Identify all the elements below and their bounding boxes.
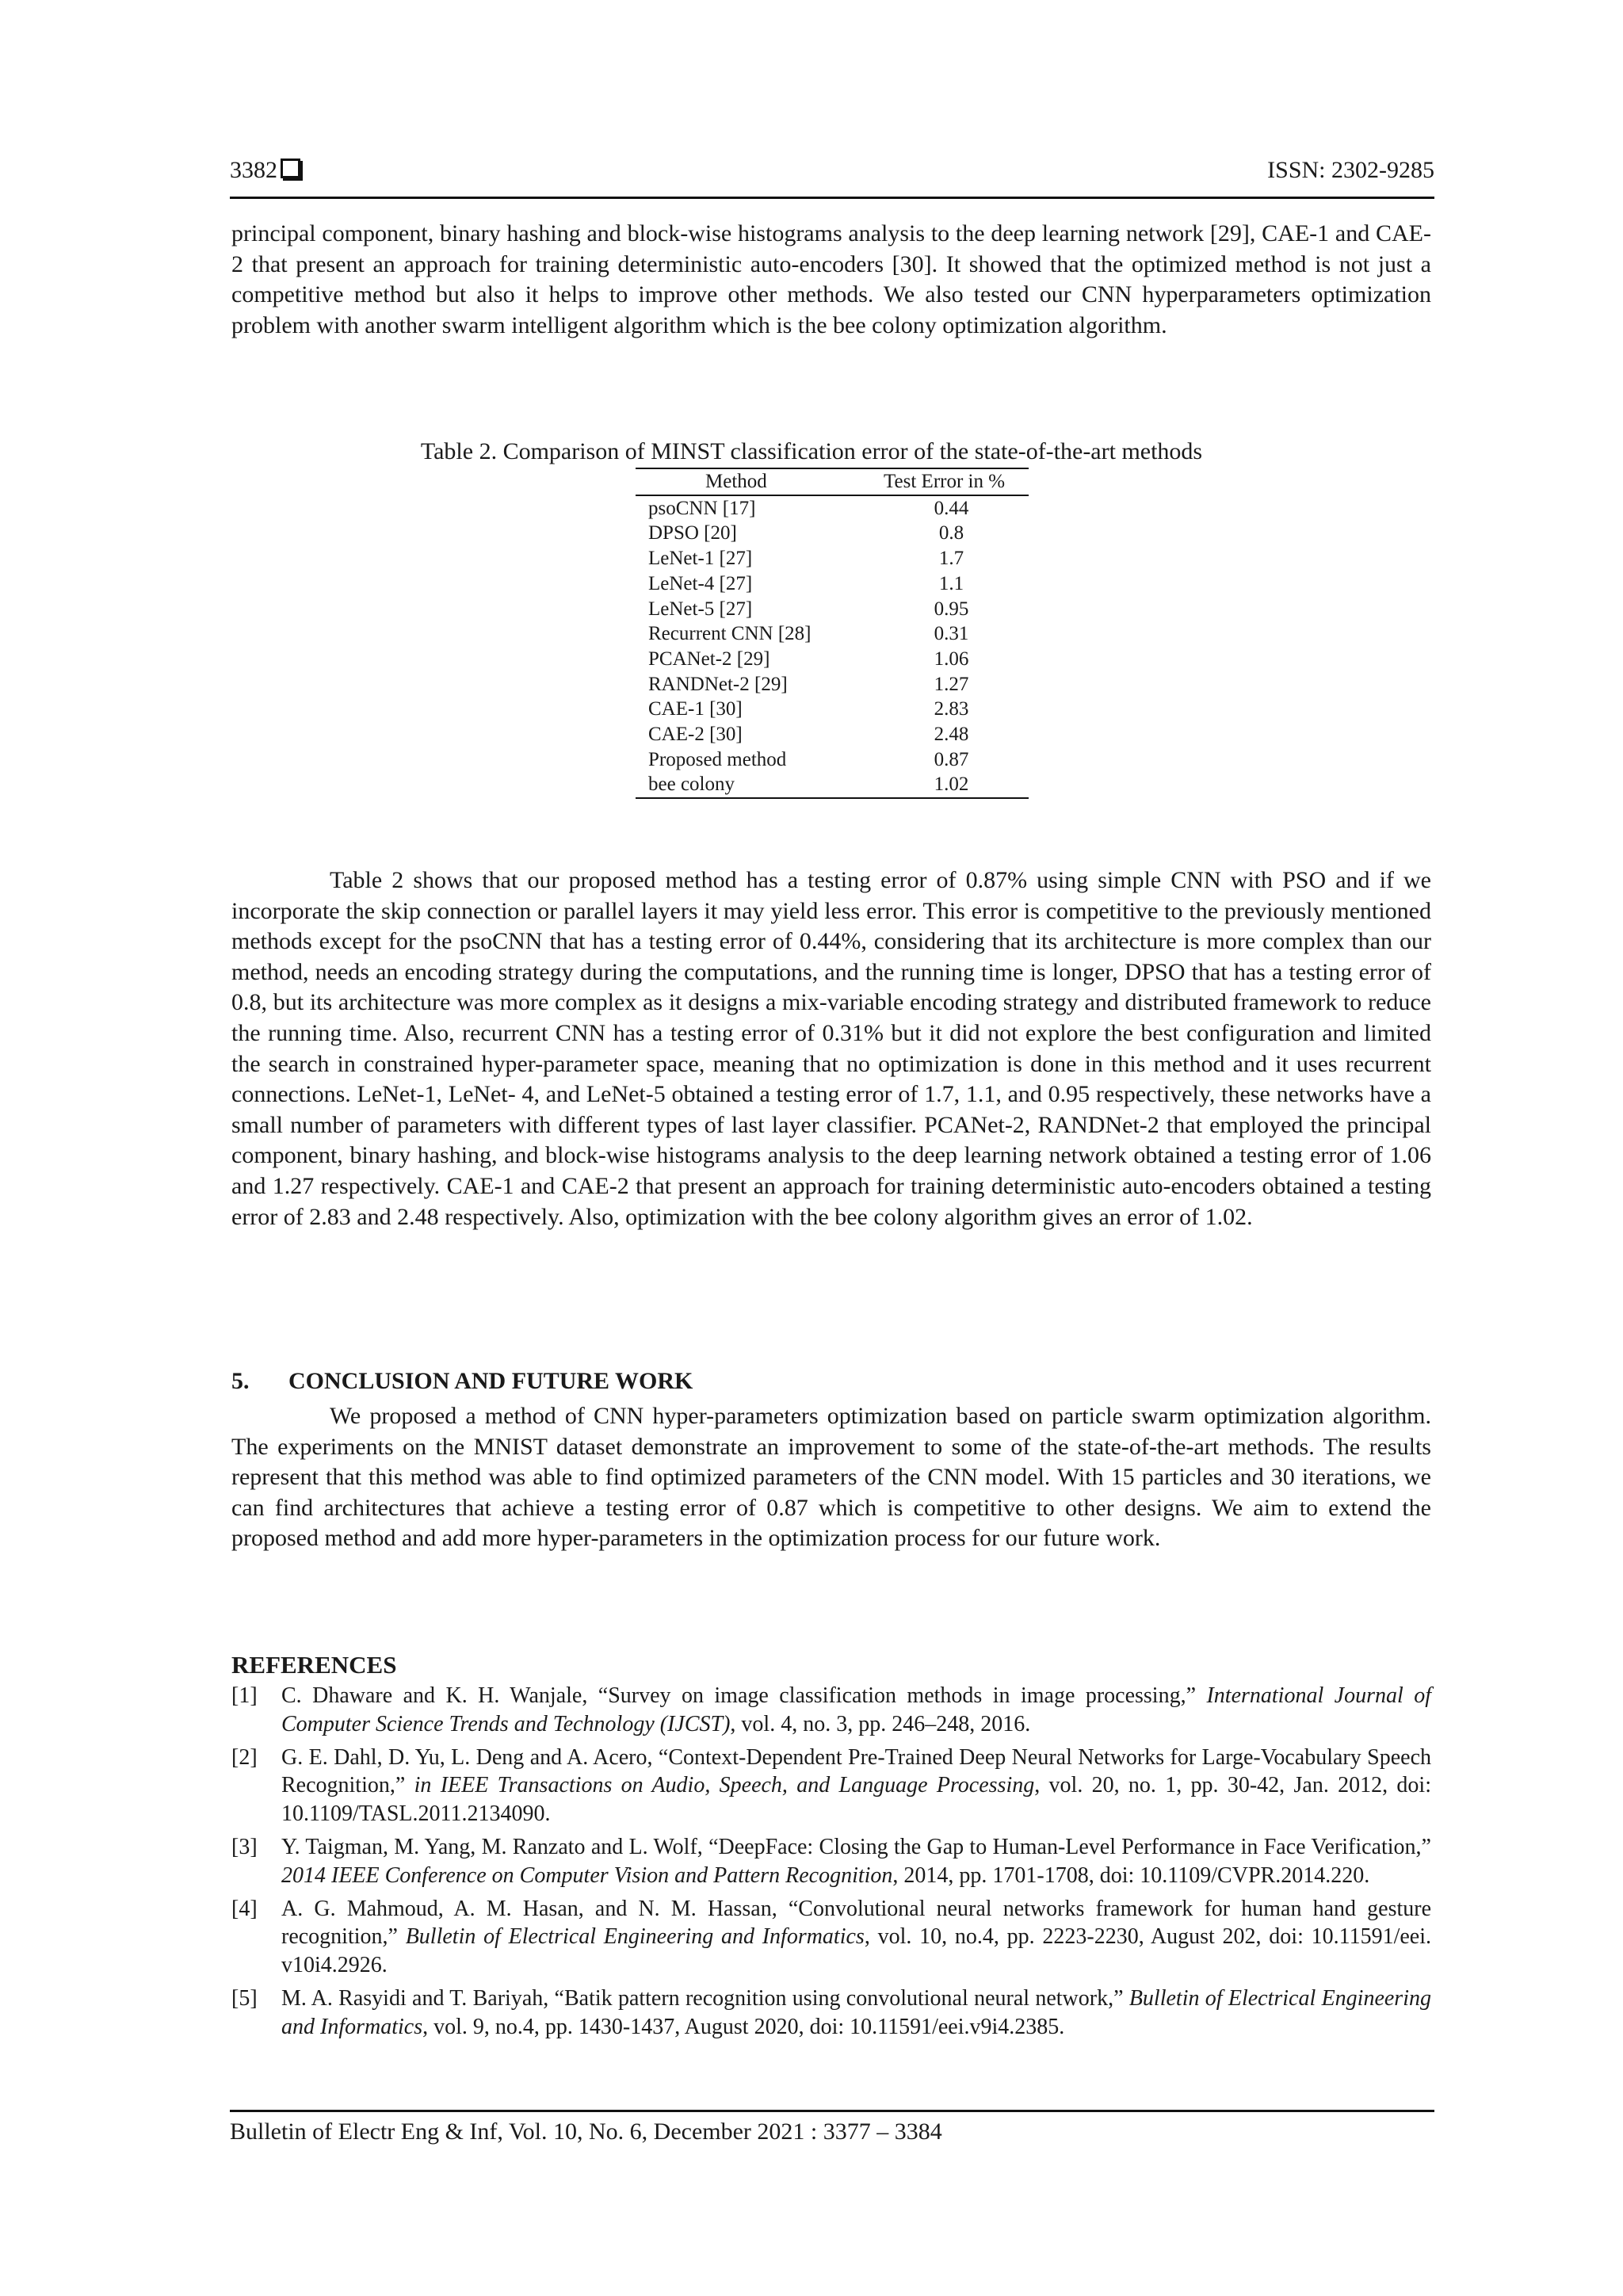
reference-authors-title: Y. Taigman, M. Yang, M. Ranzato and L. Wolf, “DeepFace: Closing the Gap to Human-Level Performance in Face Verification,” xyxy=(281,1834,1431,1859)
conclusion-paragraph: We proposed a method of CNN hyper-parameters optimization based on particle swarm optimization algorithm. The experiments on the MNIST dataset demonstrate an improvement to some of the state-of-the-art methods. The results represent that this method was able to find optimized parameters of the CNN model. With 15 particles and 30 iterations, we can find architectures that achieve a testing error of 0.87 which is competitive to other designs. We aim to extend the proposed method and add more hyper-parameters in the optimization process for our future work. xyxy=(231,1403,1431,1552)
reference-venue: in IEEE Transactions on Audio, Speech, and Language Processing xyxy=(414,1773,1035,1798)
reference-item xyxy=(231,1833,1431,1890)
error-cell: 0.8 xyxy=(938,522,964,544)
reference-number: [1] xyxy=(231,1683,258,1708)
method-cell: LeNet-1 [27] xyxy=(648,548,753,570)
reference-item xyxy=(231,1895,1431,1980)
reference-number: [5] xyxy=(231,1985,258,2011)
reference-venue: Bulletin of Electrical Engineering and Informatics xyxy=(281,1985,1431,2039)
intro-paragraph: principal component, binary hashing and block-wise histograms analysis to the deep learning network [29], CAE-1 and CAE-2 that present an approach for training deterministic auto-encoders [30]. It showed that the optimized method is not just a competitive method but also it helps to improve other methods. We also tested our CNN hyperparameters optimization problem with another swarm intelligent algorithm which is the bee colony optimization algorithm. xyxy=(231,220,1431,338)
section-title: CONCLUSION AND FUTURE WORK xyxy=(288,1368,693,1394)
error-cell: 2.48 xyxy=(934,724,969,746)
reference-item xyxy=(231,1985,1431,2042)
results-table xyxy=(636,468,1029,799)
column-header-error: Test Error in % xyxy=(874,468,1029,495)
header-left xyxy=(230,157,300,184)
section-number: 5. xyxy=(231,1368,250,1394)
table-header-row xyxy=(636,468,1029,495)
method-cell: LeNet-4 [27] xyxy=(648,572,753,594)
reference-venue: 2014 IEEE Conference on Computer Vision and Pattern Recognition xyxy=(281,1862,893,1888)
table-row xyxy=(636,722,1029,747)
table-row xyxy=(636,647,1029,672)
column-header-method: Method xyxy=(636,468,874,495)
reference-details: , vol. 20, no. 1, pp. 30-42, Jan. 2012, doi: 10.1109/TASL.2011.2134090. xyxy=(281,1773,1431,1827)
page-number: 3382 xyxy=(230,157,277,183)
error-cell: 1.06 xyxy=(934,648,969,670)
references-list xyxy=(231,1682,1431,2046)
discussion-paragraph: Table 2 shows that our proposed method has a testing error of 0.87% using simple CNN with PSO and if we incorporate the skip connection or parallel layers it may yield less error. This error is competitive to the previously mentioned methods except for the psoCNN that has a testing error of 0.44%, considering that its architecture is more complex than our method, needs an encoding strategy during the computations, and the running time is longer, DPSO that has a testing error of 0.8, but its architecture was more complex as it designs a mix-variable encoding strategy and distributed framework to reduce the running time. Also, recurrent CNN has a testing error of 0.31% but it did not explore the best configuration and limited the search in constrained hyper-parameter space, meaning that no optimization is done in this method and it uses recurrent connections. LeNet-1, LeNet- 4, and LeNet-5 obtained a testing error of 1.7, 1.1, and 0.95 respectively, these networks have a small number of parameters with different types of last layer classifier. PCANet-2, RANDNet-2 that employed the principal component, binary hashing, and block-wise histograms analysis to the deep learning network obtained a testing error of 1.06 and 1.27 respectively. CAE-1 and CAE-2 that present an approach for training deterministic auto-encoders obtained a testing error of 2.83 and 2.48 respectively. Also, optimization with the bee colony algorithm gives an error of 1.02. xyxy=(231,867,1431,1230)
reference-authors-title: C. Dhaware and K. H. Wanjale, “Survey on image classification methods in image processing,” xyxy=(281,1683,1207,1708)
method-cell: psoCNN [17] xyxy=(648,497,756,519)
method-cell: DPSO [20] xyxy=(648,522,737,544)
reference-authors-title: G. E. Dahl, D. Yu, L. Deng and A. Acero, “Context-Dependent Pre-Trained Deep Neural Networks for Large-Vocabulary Speech Recognition,” xyxy=(281,1744,1431,1798)
table-row xyxy=(636,697,1029,722)
table-row xyxy=(636,772,1029,798)
reference-number: [4] xyxy=(231,1896,258,1921)
error-cell: 0.44 xyxy=(934,497,969,519)
page-footer xyxy=(230,2110,1434,2145)
table-row xyxy=(636,495,1029,521)
reference-authors-title: M. A. Rasyidi and T. Bariyah, “Batik pattern recognition using convolutional neural network,” xyxy=(281,1985,1129,2011)
footer-text: Bulletin of Electr Eng & Inf, Vol. 10, No. 6, December 2021 : 3377 – 3384 xyxy=(230,2118,942,2145)
method-cell: CAE-1 [30] xyxy=(648,698,743,720)
table-row xyxy=(636,747,1029,773)
reference-item xyxy=(231,1682,1431,1739)
table-row xyxy=(636,672,1029,697)
table-row xyxy=(636,546,1029,571)
reference-number: [3] xyxy=(231,1834,258,1859)
method-cell: PCANet-2 [29] xyxy=(648,648,770,670)
method-cell: CAE-2 [30] xyxy=(648,724,743,746)
error-cell: 1.02 xyxy=(874,772,1029,798)
reference-details: , vol. 4, no. 3, pp. 246–248, 2016. xyxy=(730,1711,1031,1736)
reference-venue: International Journal of Computer Science Trends and Technology (IJCST) xyxy=(281,1683,1432,1736)
error-cell: 0.87 xyxy=(934,748,969,770)
error-cell: 0.31 xyxy=(934,623,969,645)
error-cell: 1.7 xyxy=(938,548,964,570)
reference-authors-title: A. G. Mahmoud, A. M. Hasan, and N. M. Hassan, “Convolutional neural networks framework for human hand gesture recognition,” xyxy=(281,1896,1431,1950)
table-row xyxy=(636,571,1029,597)
error-cell: 0.95 xyxy=(934,598,969,620)
reference-details: , 2014, pp. 1701-1708, doi: 10.1109/CVPR.2014.220. xyxy=(892,1862,1370,1888)
table-row xyxy=(636,621,1029,647)
issn: ISSN: 2302-9285 xyxy=(1267,157,1434,183)
method-cell: RANDNet-2 [29] xyxy=(648,673,788,695)
method-cell: Proposed method xyxy=(648,748,787,770)
references-heading: REFERENCES xyxy=(231,1651,397,1679)
reference-venue: Bulletin of Electrical Engineering and Informatics xyxy=(405,1924,865,1950)
method-cell: bee colony xyxy=(636,772,874,798)
table-body xyxy=(636,495,1029,798)
reference-number: [2] xyxy=(231,1744,258,1770)
table-row xyxy=(636,597,1029,622)
box-bullet-icon xyxy=(281,159,300,178)
section-heading xyxy=(231,1368,693,1395)
method-cell: LeNet-5 [27] xyxy=(648,598,753,620)
reference-details: , vol. 10, no.4, pp. 2223-2230, August 202, doi: 10.11591/eei. v10i4.2926. xyxy=(281,1924,1431,1978)
error-cell: 1.1 xyxy=(938,572,964,594)
table-row xyxy=(636,521,1029,546)
page-header xyxy=(230,152,1434,199)
reference-item xyxy=(231,1744,1431,1828)
table-caption: Table 2. Comparison of MINST classification error of the state-of-the-art methods xyxy=(420,438,1203,464)
error-cell: 2.83 xyxy=(934,698,969,720)
error-cell: 1.27 xyxy=(934,673,969,695)
method-cell: Recurrent CNN [28] xyxy=(648,623,812,645)
reference-details: , vol. 9, no.4, pp. 1430-1437, August 2020, doi: 10.11591/eei.v9i4.2385. xyxy=(422,2014,1065,2039)
